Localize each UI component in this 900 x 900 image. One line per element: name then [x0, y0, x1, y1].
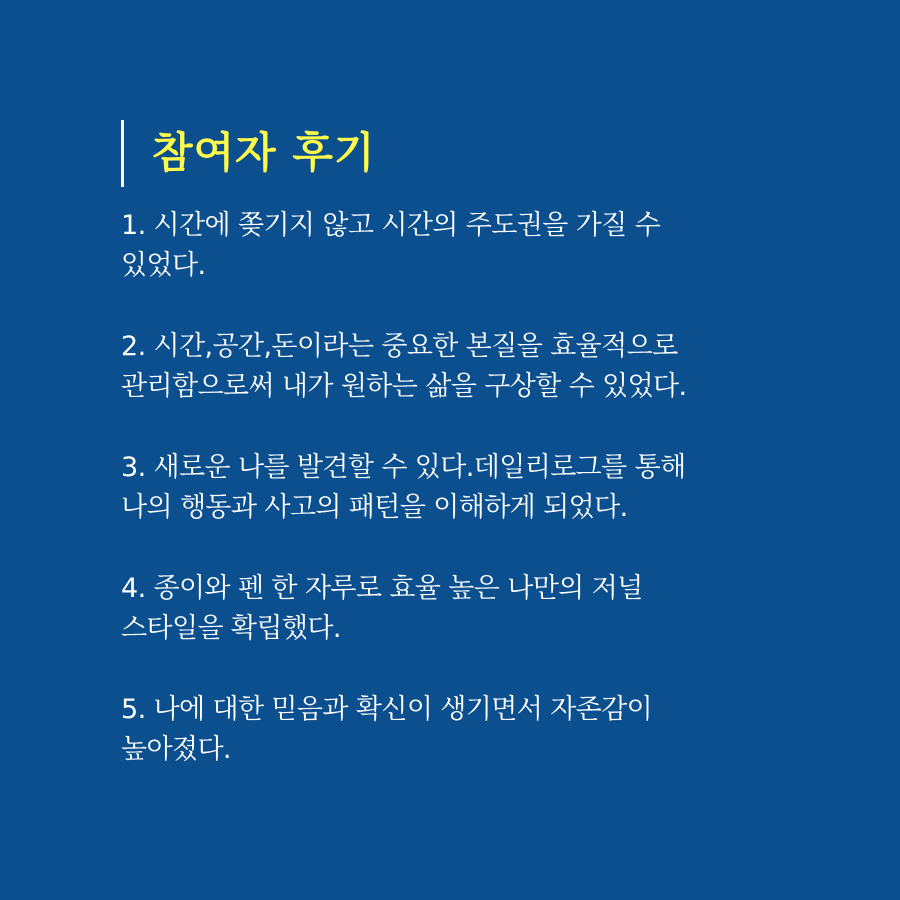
title-accent-bar	[121, 120, 124, 187]
review-item-2: 2. 시간,공간,돈이라는 중요한 본질을 효율적으로 관리함으로써 내가 원하는 삶을 구상할 수 있었다.	[121, 331, 687, 402]
review-item-3: 3. 새로운 나를 발견할 수 있다.데일리로그를 통해 나의 행동과 사고의 패턴을 이해하게 되었다.	[121, 452, 686, 523]
page-title: 참여자 후기	[152, 128, 376, 177]
review-item-4: 4. 종이와 펜 한 자루로 효율 높은 나만의 저널 스타일을 확립했다.	[121, 573, 643, 644]
review-item-5: 5. 나에 대한 믿음과 확신이 생기면서 자존감이 높아졌다.	[121, 694, 653, 765]
review-list	[121, 206, 851, 811]
review-item-1: 1. 시간에 쫒기지 않고 시간의 주도권을 가질 수 있었다.	[121, 210, 661, 281]
